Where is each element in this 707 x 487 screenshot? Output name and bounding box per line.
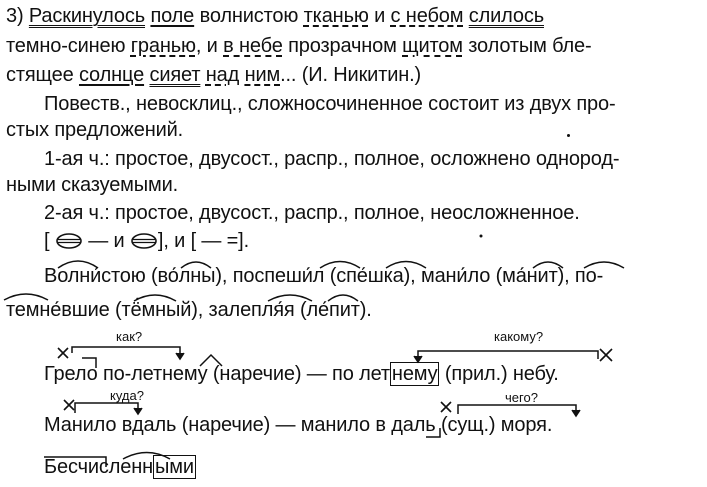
arrow-which-icon xyxy=(418,351,598,361)
part-2-line: 2-ая ч.: простое, двусост., распр., полное, неосложненное. xyxy=(44,202,580,224)
predicate-word-2: слилось xyxy=(468,5,544,27)
scheme-text: ], и [ xyxy=(157,230,196,252)
scheme-text: — =]. xyxy=(195,230,249,252)
subject-symbol-icon-2 xyxy=(130,231,158,247)
arrow-where-icon xyxy=(75,403,138,413)
plain-text: прозрачном xyxy=(282,35,403,57)
circumstance-phrase-3: над ним xyxy=(205,64,281,86)
sentence-line-3 xyxy=(6,63,421,87)
predicate-word-3: сияет xyxy=(149,64,201,86)
ending-box: нему xyxy=(391,363,438,385)
plain-text: золотым бле- xyxy=(462,35,592,57)
cross-icon xyxy=(441,402,451,412)
plain-text: , и xyxy=(195,35,224,57)
question-how: как? xyxy=(116,329,143,344)
part-1-line-1: 1-ая ч.: простое, двусост., распр., полное, осложнено однород- xyxy=(44,148,620,170)
plain-text: волнистою xyxy=(194,5,304,27)
example-3 xyxy=(44,455,196,479)
cross-icon xyxy=(600,349,612,361)
scheme-text: — и xyxy=(82,230,130,252)
example-1 xyxy=(44,362,559,386)
speck-icon xyxy=(480,235,483,238)
example-text: Грело по-летнему (наречие) — по лет xyxy=(44,363,390,385)
example-text: Бесчисленн xyxy=(44,456,153,478)
plain-text: и xyxy=(368,5,391,27)
sentence-scheme xyxy=(44,229,249,253)
circumstance-phrase: с небом xyxy=(390,5,464,27)
part-1-line-2: ными сказуемыми. xyxy=(6,174,179,196)
circumstance-phrase-2: в небе xyxy=(223,35,283,57)
item-number: 3) xyxy=(6,5,29,27)
example-text: (прил.) небу. xyxy=(439,363,559,385)
cross-icon xyxy=(64,400,74,410)
analysis-line-1: Повеств., невосклиц., сложносочиненное состоит из двух про- xyxy=(44,93,616,115)
scheme-bracket: [ xyxy=(44,230,55,252)
sentence-line-1 xyxy=(6,4,544,28)
arrow-how-icon xyxy=(72,347,180,358)
sentence-line-2 xyxy=(6,34,592,58)
plain-text: стящее xyxy=(6,64,79,86)
speck xyxy=(567,134,570,137)
predicate-word: Раскинулось xyxy=(28,5,146,27)
example-2: Манило вдаль (наречие) — манило в даль (сущ.) моря. xyxy=(44,414,553,436)
arrowhead-icon xyxy=(572,410,580,416)
question-which: какому? xyxy=(494,329,544,344)
author-citation: ... (И. Никитин.) xyxy=(280,64,422,86)
subject-symbol-icon xyxy=(55,231,83,247)
arrowhead-icon xyxy=(176,353,184,359)
word-roots-line-2: темне́вшие (тё́мный), залепля́я (ле́пит). xyxy=(6,299,372,321)
question-where: куда? xyxy=(110,388,144,403)
word-roots-line-1: Волни́стою (во́лны), поспеши́л (спе́шка), мани́ло (ма́нит), по- xyxy=(44,265,604,287)
plain-text: темно-синею xyxy=(6,35,131,57)
analysis-line-2: стых предложений. xyxy=(6,119,184,141)
subject-word-2: солнце xyxy=(78,64,145,86)
circumstance-word-2: гранью xyxy=(130,35,196,57)
circumstance-word-3: щитом xyxy=(402,35,463,57)
ending-box-2: ыми xyxy=(155,456,194,478)
circumstance-word: тканью xyxy=(303,5,369,27)
subject-word: поле xyxy=(150,5,195,27)
cross-icon xyxy=(58,348,68,358)
question-what: чего? xyxy=(505,390,538,405)
